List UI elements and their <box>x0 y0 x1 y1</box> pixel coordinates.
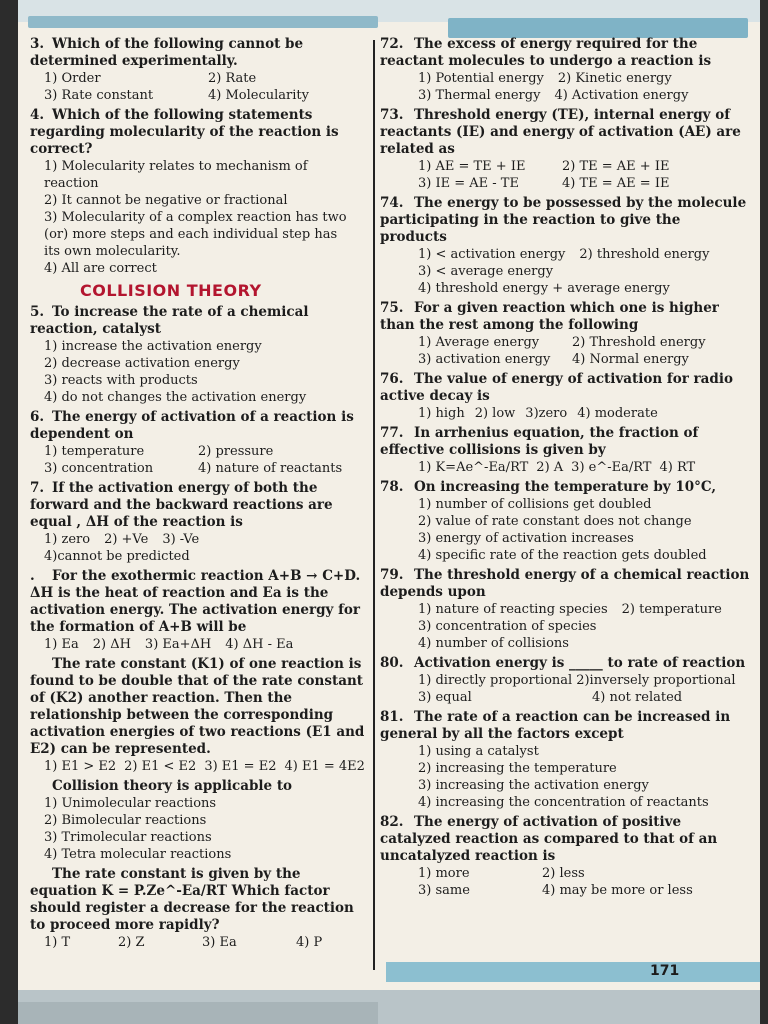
question-left-4 <box>30 409 368 477</box>
option: 1) Ea <box>44 637 79 652</box>
question-stem: For the exothermic reaction A+B → C+D. ΔH is the heat of reaction and Ea is the activation energy. The activation energy for the formation of A+B will be <box>30 568 361 635</box>
option: 1) Order <box>44 71 101 86</box>
option: 3) Molecularity of a complex reaction has two (or) more steps and each individual step has its own molecularity. <box>44 210 347 259</box>
page-number: 171 <box>650 963 680 979</box>
question-76 <box>380 371 750 422</box>
question-left-9 <box>30 866 368 951</box>
option: 2) temperature <box>621 602 722 617</box>
question-left-5 <box>30 480 368 565</box>
option: 3) activation energy <box>418 352 551 367</box>
option: 4) may be more or less <box>542 883 693 898</box>
option: 2) decrease activation energy <box>44 356 240 371</box>
question-77 <box>380 425 750 476</box>
option: 2)inversely proportional <box>576 673 736 688</box>
question-stem: Which of the following statements regarding molecularity of the reaction is correct? <box>30 107 339 157</box>
option: 3) Ea+ΔH <box>144 637 212 652</box>
option: 3) Ea <box>202 935 237 950</box>
option: 1) nature of reacting species <box>418 602 608 617</box>
question-left-7 <box>30 656 368 775</box>
question-number: . <box>30 568 35 584</box>
header-bar-right <box>448 18 748 38</box>
question-75 <box>380 300 750 368</box>
option: 1) Unimolecular reactions <box>44 796 217 811</box>
question-stem: Threshold energy (TE), internal energy of reactants (IE) and energy of activation (AE) are related as <box>380 107 741 157</box>
option: 2) increasing the temperature <box>418 761 617 776</box>
option: 2) Threshold energy <box>572 335 706 350</box>
question-74 <box>380 195 750 297</box>
option: 2) low <box>474 406 516 421</box>
right-column <box>380 36 750 902</box>
question-stem: On increasing the temperature by 10°C, <box>414 479 717 495</box>
question-number: 6. <box>30 409 45 425</box>
option: 4) increasing the concentration of reactants <box>418 795 709 810</box>
option: 1) E1 > E2 <box>44 759 117 774</box>
option: 3) reacts with products <box>44 373 198 388</box>
option: 1) AE = TE + IE <box>418 159 526 174</box>
question-left-3 <box>30 304 368 406</box>
question-stem: The rate constant (K1) of one reaction is found to be double that of the rate constant of (K2) another reaction. Then the relationship between the corresponding activation energies of two reactions (E1 and E2) can be represented. <box>30 656 365 757</box>
header-bar-left <box>28 16 378 28</box>
option: 3) e^-Ea/RT <box>571 460 652 475</box>
question-number: 3. <box>30 36 45 52</box>
option: 2) ΔH <box>92 637 131 652</box>
option: 4) not related <box>592 690 683 705</box>
question-number: 80. <box>380 655 404 671</box>
question-80 <box>380 655 750 706</box>
option: 3) concentration <box>44 461 154 476</box>
option: 4) RT <box>659 460 696 475</box>
option: 2) +Ve <box>104 532 149 547</box>
question-number: 73. <box>380 107 404 123</box>
bottom-strip-shadow <box>18 1002 378 1024</box>
option: 2) Rate <box>208 71 257 86</box>
question-stem: Which of the following cannot be determined experimentally. <box>30 36 304 69</box>
option: 4) Molecularity <box>208 88 309 103</box>
question-73 <box>380 107 750 192</box>
question-stem: The rate of a reaction can be increased in general by all the factors except <box>380 709 731 742</box>
question-number: 82. <box>380 814 404 830</box>
option: 3) < average energy <box>418 264 554 279</box>
option: 1) Average energy <box>418 335 540 350</box>
question-number: 77. <box>380 425 404 441</box>
option: 1) number of collisions get doubled <box>418 497 652 512</box>
question-81 <box>380 709 750 811</box>
question-stem: Activation energy is _____ to rate of reaction <box>414 655 746 671</box>
question-stem: The excess of energy required for the reactant molecules to undergo a reaction is <box>380 36 712 69</box>
option: 3)zero <box>525 406 568 421</box>
option: 2) less <box>542 866 585 881</box>
option: 3) concentration of species <box>418 619 597 634</box>
option: 4) ΔH - Ea <box>225 637 294 652</box>
question-stem: In arrhenius equation, the fraction of effective collisions is given by <box>380 425 699 458</box>
question-left-8 <box>30 778 368 863</box>
option: 3) same <box>418 883 470 898</box>
option: 4) Tetra molecular reactions <box>44 847 232 862</box>
question-number: 4. <box>30 107 45 123</box>
question-number: 72. <box>380 36 404 52</box>
page <box>18 0 760 1024</box>
option: 4)cannot be predicted <box>44 549 190 564</box>
column-divider <box>373 40 375 970</box>
option: 1) high <box>418 406 465 421</box>
question-stem: The value of energy of activation for radio active decay is <box>380 371 733 404</box>
question-number: 7. <box>30 480 45 496</box>
option: 3) Trimolecular reactions <box>44 830 212 845</box>
option: 1) using a catalyst <box>418 744 539 759</box>
option: 2) threshold energy <box>579 247 710 262</box>
question-79 <box>380 567 750 652</box>
footer-bar <box>386 962 760 982</box>
question-stem: The energy of activation of a reaction is dependent on <box>30 409 354 442</box>
question-72 <box>380 36 750 104</box>
option: 1) K=Ae^-Ea/RT <box>418 460 529 475</box>
option: 4) All are correct <box>44 261 157 276</box>
section-title: COLLISION THEORY <box>80 281 262 300</box>
question-number: 81. <box>380 709 404 725</box>
option: 4) threshold energy + average energy <box>418 281 670 296</box>
option: 3) Thermal energy <box>418 88 541 103</box>
question-stem: For a given reaction which one is higher than the rest among the following <box>380 300 719 333</box>
option: 2) It cannot be negative or fractional <box>44 193 288 208</box>
left-column <box>30 36 368 954</box>
option: 4) number of collisions <box>418 636 569 651</box>
option: 3) increasing the activation energy <box>418 778 649 793</box>
question-left-1 <box>30 36 368 104</box>
option: 2) value of rate constant does not change <box>418 514 692 529</box>
question-stem: The energy of activation of positive catalyzed reaction as compared to that of an uncatalyzed reaction is <box>380 814 718 864</box>
question-stem: If the activation energy of both the forward and the backward reactions are equal , ΔH of the reaction is <box>30 480 333 530</box>
question-78 <box>380 479 750 564</box>
question-number: 76. <box>380 371 404 387</box>
question-number: 75. <box>380 300 404 316</box>
option: 3) -Ve <box>162 532 200 547</box>
question-stem: Collision theory is applicable to <box>52 778 293 794</box>
question-stem: The rate constant is given by the equation K = P.Ze^-Ea/RT Which factor should register a decrease for the reaction to proceed more rapidly? <box>30 866 354 933</box>
question-stem: The energy to be possessed by the molecule participating in the reaction to give the products <box>380 195 747 245</box>
option: 2) E1 < E2 <box>124 759 197 774</box>
option: 3) equal <box>418 690 472 705</box>
question-left-6 <box>30 568 368 653</box>
option: 1) temperature <box>44 444 145 459</box>
option: 1) zero <box>44 532 91 547</box>
option: 4) nature of reactants <box>198 461 343 476</box>
option: 3) energy of activation increases <box>418 531 634 546</box>
option: 1) directly proportional <box>418 673 573 688</box>
option: 1) increase the activation energy <box>44 339 262 354</box>
option: 4) E1 = 4E2 <box>284 759 365 774</box>
option: 2) pressure <box>198 444 274 459</box>
option: 4) do not changes the activation energy <box>44 390 307 405</box>
option: 2) Kinetic energy <box>557 71 672 86</box>
option: 3) E1 = E2 <box>204 759 277 774</box>
question-stem: The threshold energy of a chemical reaction depends upon <box>380 567 750 600</box>
option: 4) Normal energy <box>572 352 689 367</box>
option: 3) IE = AE - TE <box>418 176 519 191</box>
question-number: 74. <box>380 195 404 211</box>
option: 2) Z <box>118 935 145 950</box>
option: 2) A <box>536 460 564 475</box>
option: 2) Bimolecular reactions <box>44 813 207 828</box>
option: 4) moderate <box>577 406 658 421</box>
option: 3) Rate constant <box>44 88 154 103</box>
question-left-2 <box>30 107 368 277</box>
question-number: 78. <box>380 479 404 495</box>
option: 1) Molecularity relates to mechanism of reaction <box>44 159 308 191</box>
option: 4) P <box>296 935 323 950</box>
option: 1) more <box>418 866 470 881</box>
option: 4) Activation energy <box>554 88 689 103</box>
option: 1) Potential energy <box>418 71 544 86</box>
option: 2) TE = AE + IE <box>562 159 670 174</box>
option: 1) T <box>44 935 71 950</box>
question-number: 5. <box>30 304 45 320</box>
option: 4) TE = AE = IE <box>562 176 670 191</box>
question-number: 79. <box>380 567 404 583</box>
option: 4) specific rate of the reaction gets doubled <box>418 548 707 563</box>
option: 1) < activation energy <box>418 247 566 262</box>
question-82 <box>380 814 750 899</box>
question-stem: To increase the rate of a chemical reaction, catalyst <box>30 304 309 337</box>
